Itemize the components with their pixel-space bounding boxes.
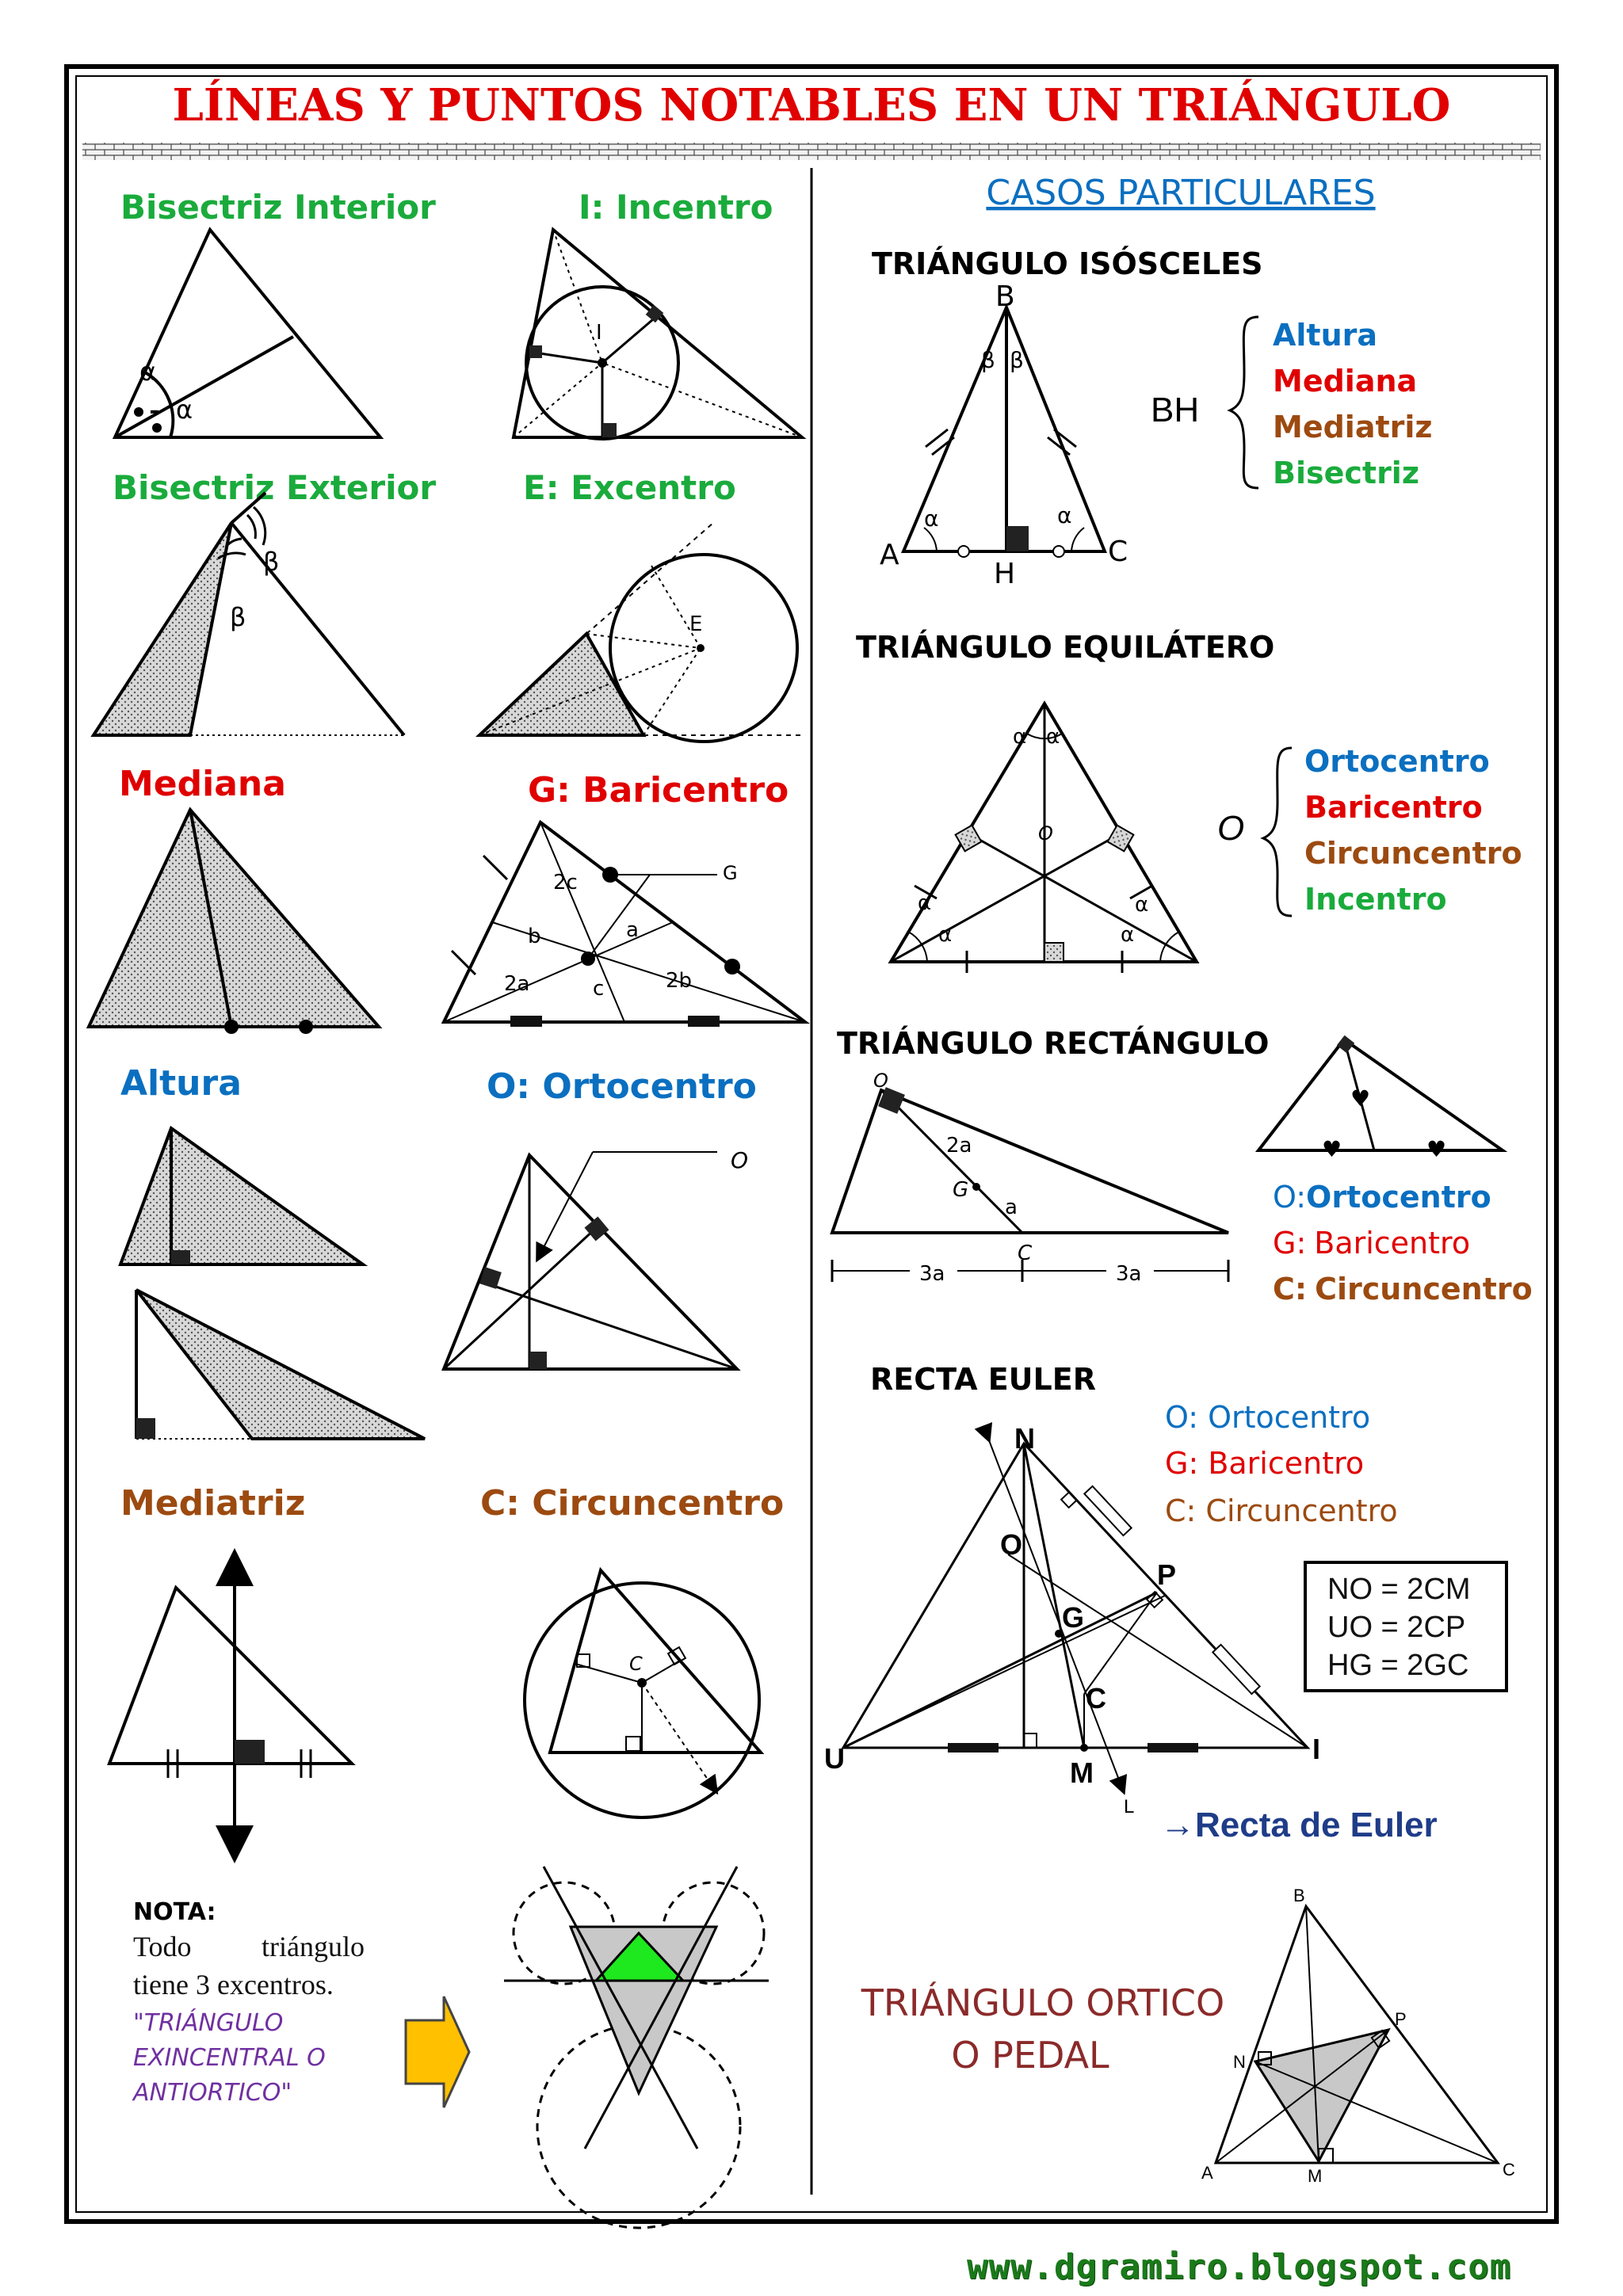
label-O: O bbox=[731, 1147, 749, 1173]
note-ital-line: EXINCENTRAL O bbox=[133, 2044, 326, 2072]
diagram-mediatriz bbox=[109, 1554, 352, 1857]
o-item-baricentro: Baricentro bbox=[1304, 790, 1483, 825]
heading-ortico-1: TRIÁNGULO ORTICO bbox=[861, 1981, 1225, 2024]
euler-legend-g: G: Baricentro bbox=[1165, 1446, 1365, 1481]
diagram-altura-1 bbox=[120, 1128, 363, 1264]
incentro-bisectors bbox=[514, 230, 802, 437]
right-angle-mark bbox=[235, 1740, 265, 1764]
note-line: tiene 3 excentros. bbox=[133, 1969, 334, 2000]
diagram-rectangulo-hearts bbox=[1258, 1039, 1503, 1150]
label-b: b bbox=[528, 925, 541, 948]
right-angle-mark bbox=[1024, 1733, 1037, 1748]
label-O-equilatero: O bbox=[1217, 809, 1245, 848]
diagram-ortico bbox=[1216, 1906, 1498, 2163]
label-O: O bbox=[1038, 822, 1053, 845]
heading-incentro: I: Incentro bbox=[579, 188, 773, 227]
centroid-point bbox=[972, 1183, 980, 1191]
midpoint-mark bbox=[958, 546, 969, 557]
label-c: c bbox=[593, 977, 605, 1001]
heading-ortocentro: O: Ortocentro bbox=[487, 1066, 757, 1107]
midpoint-dot bbox=[224, 1020, 239, 1034]
note-italic bbox=[133, 2006, 403, 2111]
euler-equation: UO = 2CP bbox=[1327, 1611, 1466, 1644]
midpoint-dot bbox=[299, 1020, 313, 1034]
diagram-mediana bbox=[89, 810, 379, 1027]
euler-equation: NO = 2CM bbox=[1327, 1573, 1471, 1606]
heading-bisectriz-interior: Bisectriz Interior bbox=[120, 188, 436, 227]
label-C: C bbox=[1108, 536, 1128, 568]
diagram-bisectriz-exterior bbox=[94, 493, 404, 735]
bh-item-bisectriz: Bisectriz bbox=[1273, 456, 1419, 490]
page-title: LÍNEAS Y PUNTOS NOTABLES EN UN TRIÁNGULO bbox=[172, 79, 1451, 132]
right-angle-mark bbox=[1061, 1492, 1077, 1508]
midpoint-mark bbox=[1053, 546, 1064, 557]
baricentro-segment-mark bbox=[510, 1016, 542, 1027]
right-angle-mark bbox=[585, 1217, 609, 1241]
diagram-excentral bbox=[504, 1867, 769, 2228]
label-alpha: α bbox=[924, 505, 939, 532]
diagram-incentro bbox=[514, 230, 802, 439]
heart-icon: ♥ bbox=[1426, 1136, 1447, 1162]
brick-border bbox=[82, 143, 1541, 160]
bh-item-mediana: Mediana bbox=[1273, 364, 1418, 399]
segment-mark bbox=[1212, 1645, 1259, 1694]
label-alpha: α bbox=[1121, 923, 1135, 947]
label-I: I bbox=[596, 321, 602, 345]
diagram-bisectriz-interior bbox=[115, 230, 380, 437]
label-beta: β bbox=[981, 347, 995, 373]
label-P: P bbox=[1395, 2009, 1407, 2029]
right-angle-mark bbox=[136, 1418, 155, 1439]
heading-equilatero: TRIÁNGULO EQUILÁTERO bbox=[856, 630, 1275, 665]
label-N: N bbox=[1233, 2052, 1246, 2072]
heading-mediana: Mediana bbox=[119, 764, 286, 804]
diagram-altura-2 bbox=[136, 1290, 425, 1439]
euler-legend-c: C: Circuncentro bbox=[1165, 1493, 1398, 1528]
recta-euler-caption: →Recta de Euler bbox=[1160, 1806, 1438, 1844]
heading-rectangulo: TRIÁNGULO RECTÁNGULO bbox=[837, 1026, 1270, 1061]
label-M: M bbox=[1308, 2166, 1323, 2186]
midpoint-dot bbox=[724, 959, 740, 974]
heading-isosceles: TRIÁNGULO ISÓSCELES bbox=[872, 246, 1263, 281]
heading-casos-particulares: CASOS PARTICULARES bbox=[986, 173, 1376, 213]
label-E: E bbox=[689, 612, 703, 636]
label-G: G bbox=[1062, 1601, 1085, 1634]
angle-dot bbox=[134, 407, 143, 417]
heading-circuncentro: C: Circuncentro bbox=[480, 1483, 785, 1524]
midpoint-dot bbox=[1080, 1744, 1088, 1752]
bh-item-altura: Altura bbox=[1273, 318, 1378, 353]
heading-altura: Altura bbox=[120, 1063, 242, 1104]
label-O: O bbox=[1000, 1528, 1023, 1561]
label-H: H bbox=[994, 558, 1016, 590]
o-item-incentro: Incentro bbox=[1304, 882, 1447, 917]
incentro-radii bbox=[529, 315, 658, 437]
angle-dot bbox=[152, 423, 162, 433]
label-C: C bbox=[1018, 1241, 1033, 1265]
rect-legend-c: C: Circuncentro bbox=[1273, 1272, 1533, 1306]
label-A: A bbox=[880, 539, 899, 571]
euler-legend-o: O: Ortocentro bbox=[1165, 1400, 1371, 1435]
right-angle-mark bbox=[1006, 526, 1029, 551]
label-beta: β bbox=[1010, 347, 1024, 373]
label-2c: 2c bbox=[553, 871, 578, 894]
right-angle-mark bbox=[529, 1352, 547, 1369]
heart-icon: ♥ bbox=[1322, 1136, 1342, 1162]
label-alpha: α bbox=[1013, 725, 1027, 749]
label-alpha: α bbox=[918, 891, 932, 915]
right-angle-mark bbox=[1044, 943, 1064, 962]
label-a: a bbox=[1005, 1196, 1018, 1219]
segment-mark bbox=[948, 1743, 999, 1753]
arrow-right-icon bbox=[406, 1997, 469, 2107]
label-2a: 2a bbox=[504, 972, 530, 996]
segment-mark bbox=[1148, 1743, 1198, 1753]
right-angle-mark bbox=[529, 345, 542, 358]
o-item-circuncentro: Circuncentro bbox=[1304, 836, 1522, 871]
incenter-point bbox=[598, 358, 607, 368]
o-item-ortocentro: Ortocentro bbox=[1304, 744, 1490, 779]
website-link[interactable]: www.dgramiro.blogspot.com bbox=[967, 2247, 1512, 2287]
heading-mediatriz: Mediatriz bbox=[120, 1483, 306, 1524]
label-G: G bbox=[953, 1178, 969, 1202]
label-M: M bbox=[1070, 1756, 1094, 1789]
label-3a: 3a bbox=[919, 1262, 945, 1286]
label-alpha: α bbox=[1057, 502, 1072, 528]
label-beta: β bbox=[263, 547, 280, 577]
label-C: C bbox=[1086, 1682, 1106, 1714]
label-B: B bbox=[1293, 1886, 1305, 1905]
diagram-ortocentro bbox=[444, 1152, 737, 1369]
label-alpha: α bbox=[139, 357, 157, 387]
heading-ortico-2: O PEDAL bbox=[951, 2034, 1109, 2077]
label-2a: 2a bbox=[946, 1134, 972, 1158]
heading-baricentro: G: Baricentro bbox=[528, 770, 789, 810]
label-2b: 2b bbox=[666, 969, 693, 993]
label-alpha: α bbox=[176, 395, 193, 425]
heart-icon: ♥ bbox=[1350, 1085, 1371, 1112]
label-a: a bbox=[626, 918, 639, 942]
euler-equation: HG = 2GC bbox=[1327, 1649, 1469, 1682]
label-B: B bbox=[995, 280, 1015, 313]
midpoint-dot bbox=[602, 867, 618, 883]
heading-bisectriz-exterior: Bisectriz Exterior bbox=[113, 468, 437, 507]
diagram-circuncentro bbox=[525, 1570, 761, 1817]
brace bbox=[1230, 317, 1258, 488]
note-ital-line: "TRIÁNGULO bbox=[133, 2009, 284, 2037]
label-alpha: α bbox=[1135, 893, 1149, 917]
baricentro-segment-mark bbox=[688, 1016, 720, 1027]
diagram-excentro bbox=[479, 523, 802, 742]
excenter-point bbox=[697, 644, 705, 652]
right-angle-mark bbox=[1337, 1035, 1354, 1053]
label-C: C bbox=[1503, 2160, 1515, 2180]
note-body bbox=[133, 1928, 365, 2004]
euler-equations-box bbox=[1304, 1561, 1508, 1692]
segment-mark bbox=[1084, 1486, 1131, 1535]
diagram-baricentro bbox=[444, 822, 805, 1022]
right-angle-mark bbox=[626, 1737, 640, 1751]
brace bbox=[1263, 748, 1292, 916]
label-3a: 3a bbox=[1116, 1262, 1142, 1286]
rect-legend-g: G: Baricentro bbox=[1273, 1226, 1471, 1261]
label-U: U bbox=[824, 1742, 845, 1775]
label-O: O bbox=[873, 1070, 888, 1092]
note-title: NOTA: bbox=[133, 1898, 216, 1926]
bh-item-mediatriz: Mediatriz bbox=[1273, 410, 1433, 444]
note-line: Todo triángulo bbox=[133, 1931, 365, 1962]
note-ital-line: ANTIORTICO" bbox=[133, 2079, 292, 2107]
right-angle-mark bbox=[171, 1250, 190, 1264]
circumcenter-point bbox=[637, 1678, 647, 1688]
right-angle-mark bbox=[602, 423, 617, 437]
label-A: A bbox=[1201, 2163, 1213, 2183]
label-N: N bbox=[1014, 1422, 1035, 1455]
label-alpha: α bbox=[938, 923, 953, 947]
rect-legend-o: O:Ortocentro bbox=[1273, 1180, 1491, 1215]
label-I: I bbox=[1312, 1733, 1321, 1765]
baricentro-ticks bbox=[452, 856, 507, 974]
label-alpha: α bbox=[1046, 725, 1060, 749]
label-BH: BH bbox=[1151, 391, 1200, 429]
heading-excentro: E: Excentro bbox=[523, 468, 736, 507]
label-C: C bbox=[629, 1653, 643, 1675]
label-P: P bbox=[1157, 1558, 1177, 1591]
label-beta: β bbox=[230, 602, 246, 632]
heading-euler: RECTA EULER bbox=[870, 1362, 1096, 1397]
label-L: L bbox=[1124, 1796, 1135, 1817]
label-G: G bbox=[723, 862, 738, 884]
